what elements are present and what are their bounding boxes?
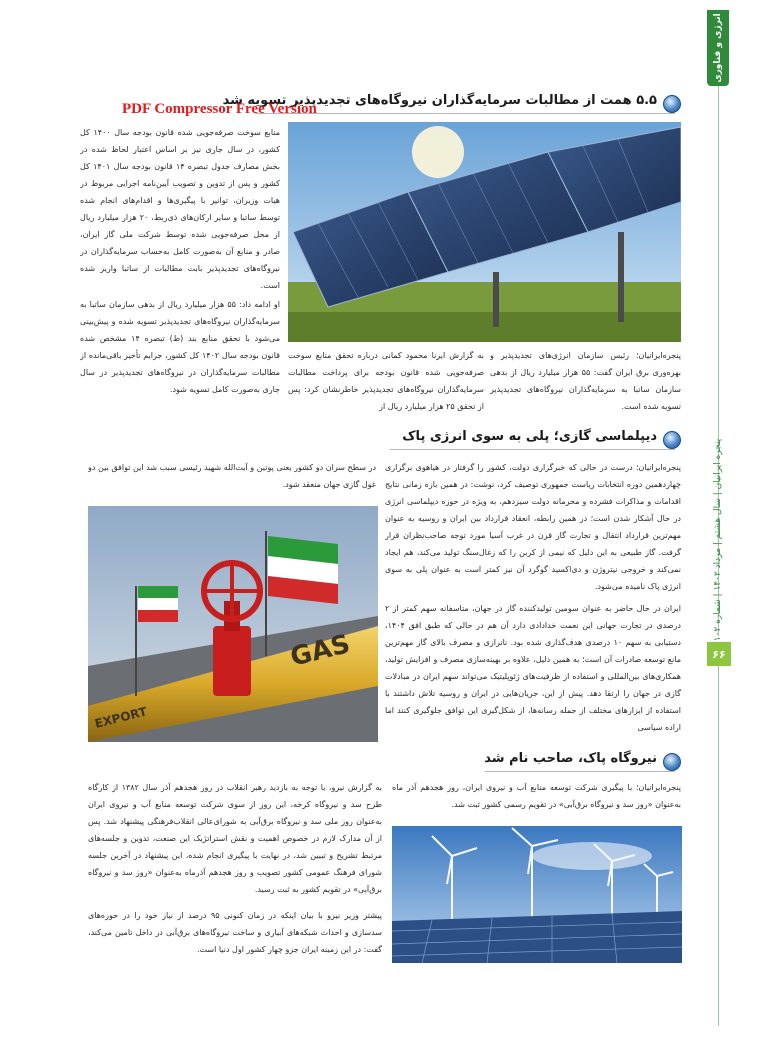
- section1-body-c: به گزارش ایرنا محمود کمانی درباره تحقق منابع سوخت صرفه‌جویی شده قانون بودجه برای پرداخت مطالبات سرمایه‌گذاران نیروگاه‌های تجدیدپذیر خاطرنشان کرد: پس از تحقق ۲۵ هزار میلیارد ریال از: [288, 351, 484, 411]
- heading-underline: [390, 449, 675, 450]
- section1-body-a: منابع سوخت صرفه‌جویی شده قانون بودجه سال ۱۴۰۰ کل کشور، در سال جاری نیز بر اساس اعتبار لحاظ شده در بخش مصارف جدول تبصره ۱۴ قانون بودجه سال ۱۴۰۱ کل کشور و پس از تدوین و تصویب آیین‌نامه اجرایی مربوط در هیات وزیران، توانیر با پیگیری‌ها و اقدام‌های انجام شده توسط ساتبا و سایر ارکان‌های ذی‌ربط، ۲۰ هزار میلیارد ریال از محل صرفه‌جویی شده توسط شرکت ملی گاز ایران، صادر و منابع آن به‌صورت کامل به‌حساب سرمایه‌گذاران در نیروگاه‌های تجدیدپذیر بابت مطالبات از ساتبا واریز شده است.: [80, 128, 280, 290]
- wind-turbines-solar-photo: [392, 826, 682, 963]
- watermark-text: PDF Compressor Free Version: [122, 101, 317, 117]
- section-tab: [707, 10, 729, 86]
- heading-bullet-icon: [663, 95, 681, 113]
- section2-heading: دیپلماسی گازی؛ پلی به سوی انرژی پاک: [402, 429, 657, 444]
- heading-underline: [485, 771, 675, 772]
- magazine-issue-info: پنجره ایرانیان | سال هشتم | مرداد ۱۴۰۲ | شماره ۱۰۲: [713, 438, 723, 642]
- section2-body-b: ایران در حال حاضر به عنوان سومین تولیدکننده گاز در جهان، متاسفانه سهم کمتر از ۲ درصدی در تجارت جهانی این نعمت خدادادی دارد آن هم در حالی که طبق افق ۱۴۰۴، دستیابی به سهم ۱۰ درصدی هدف‌گذاری شده بود. ناترازی و مصرف بالای گاز مهم‌ترین مانع توسعه صادرات آن است؛ به همین دلیل، علاوه بر بهینه‌سازی مصرف و افزایش تولید، همکاری‌های بین‌المللی و استفاده از ظرفیت‌های ژئوپلیتیک می‌تواند سهم ایران در مبادلات گازی در جهان را ارتقا دهد. پیش از این، جریان‌هایی در ایران و روسیه تلاش داشتند با استفاده از ابزارهای مختلف از جمله رسانه‌ها، از شکل‌گیری این توافق جلوگیری کنند اما اراده سیاسی: [385, 604, 681, 732]
- section2-body-c: در سطح سران دو کشور یعنی پوتین و آیت‌الله شهید رئیسی سبب شد این توافق بین دو غول گازی جهان منعقد شود.: [88, 463, 376, 489]
- pipe-export-label: EXPORT: [93, 704, 149, 731]
- section1-heading: ۵.۵ همت از مطالبات سرمایه‌گذاران نیروگاه‌های تجدیدپذیر تسویه شد: [222, 93, 657, 108]
- section3-heading: نیروگاه پاک، صاحب نام شد: [484, 751, 657, 766]
- side-rule-lower: [718, 666, 719, 1026]
- page-number: ۶۶: [707, 642, 731, 666]
- section-tab-label: انرژی و فناوری: [713, 13, 723, 83]
- section3-body-c: پیشتر وزیر نیرو با بیان اینکه در زمان کنونی ۹۵ درصد از نیاز خود را در حوزه‌های سدسازی و احداث شبکه‌های آبیاری و ساخت نیروگاه‌های برق‌آبی در داخل تامین می‌کند، گفت: در این زمینه ایران جزو چهار کشور اول دنیا است.: [88, 911, 382, 954]
- section2-body-a: پنجره‌ایرانیان؛ درست در حالی که خبرگزاری دولت، کشور را گرفتار در هیاهوی برگزاری چهاردهمین دوره انتخابات ریاست جمهوری توصیف کرد، نوشت: در همین بازه زمانی نتایج اقدامات و مذاکرات فشرده و محرمانه دولت سیزدهم، به ویژه در حوزه دیپلماسی انرژی در حال آشکار شدن است؛ در همین رابطه، انعقاد قرارداد بین ایران و روسیه به عنوان مهم‌ترین قرارداد انتقال و تجارت گاز قرن در غرب آسیا مورد توجه صاحب‌نظران قرار گرفت. گاز طبیعی به این دلیل که نیمی از کربن را که زغال‌سنگ تولید می‌کند، هم ایجاد نمی‌کند و خروجی نیتروژن و دی‌اکسید گوگرد آن نیز کمتر است به عنوان پلی به سوی انرژی پاک نامیده می‌شود.: [385, 463, 681, 591]
- heading-underline: [255, 113, 675, 114]
- section3-body-b: به گزارش نیرو، با توجه به بازدید رهبر انقلاب در روز هجدهم آذر سال ۱۳۸۲ از کارگاه طرح سد و نیروگاه کرخه، این روز از سوی شرکت توسعه منابع آب و نیروی ایران به‌عنوان روز ملی سد و نیروگاه برق‌آبی به شورای‌عالی انقلاب‌فرهنگی پیشنهاد شد. پس از آن مدارک لازم در خصوص اهمیت و نقش استراتژیک این صنعت، تدوین و جلسه‌های مرتبط تشریح و تبیین شد، در نهایت با پیگیری انجام شده، این پیشنهاد در آخرین جلسه شورای فرهنگ عمومی کشور تصویب و روز هجدهم آذرماه به‌عنوان «روز سد و نیروگاه برق‌آبی» در تقویم کشور به ثبت رسید.: [88, 783, 382, 894]
- section1-body-d: پنجره‌ایرانیان؛ رئیس سازمان انرژی‌های تجدیدپذیر و بهره‌وری برق ایران گفت: ۵۵ هزار میلیارد ریال از بدهی سازمان ساتبا به سرمایه‌گذاران نیروگاه‌های تجدیدپذیر تسویه شده است.: [490, 351, 681, 411]
- section3-body-a: پنجره‌ایرانیان؛ با پیگیری شرکت توسعه منابع آب و نیروی ایران، روز هجدهم آذر ماه به‌عنوان «روز سد و نیروگاه برق‌آبی» در تقویم رسمی کشور ثبت شد.: [392, 783, 681, 809]
- heading-bullet-icon: [663, 431, 681, 449]
- pipe-gas-label: GAS: [287, 629, 354, 673]
- heading-bullet-icon: [663, 753, 681, 771]
- solar-panels-photo: [288, 122, 681, 342]
- section1-body-b: او ادامه داد: ۵۵ هزار میلیارد ریال از بدهی سازمان ساتبا به سرمایه‌گذاران نیروگاه‌های تجدیدپذیر تسویه شده و پیش‌بینی می‌شود با تحقق منابع بند (ط) تبصره ۱۴ مشخص شده قانون بودجه سال ۱۴۰۲ کل کشور، جرایم تأخیر باقی‌مانده از مطالبات سرمایه‌گذاران در نیروگاه‌های تجدیدپذیر در سال جاری به‌صورت کامل تسویه شود.: [80, 300, 280, 394]
- gas-pipeline-flags-photo: [88, 506, 378, 742]
